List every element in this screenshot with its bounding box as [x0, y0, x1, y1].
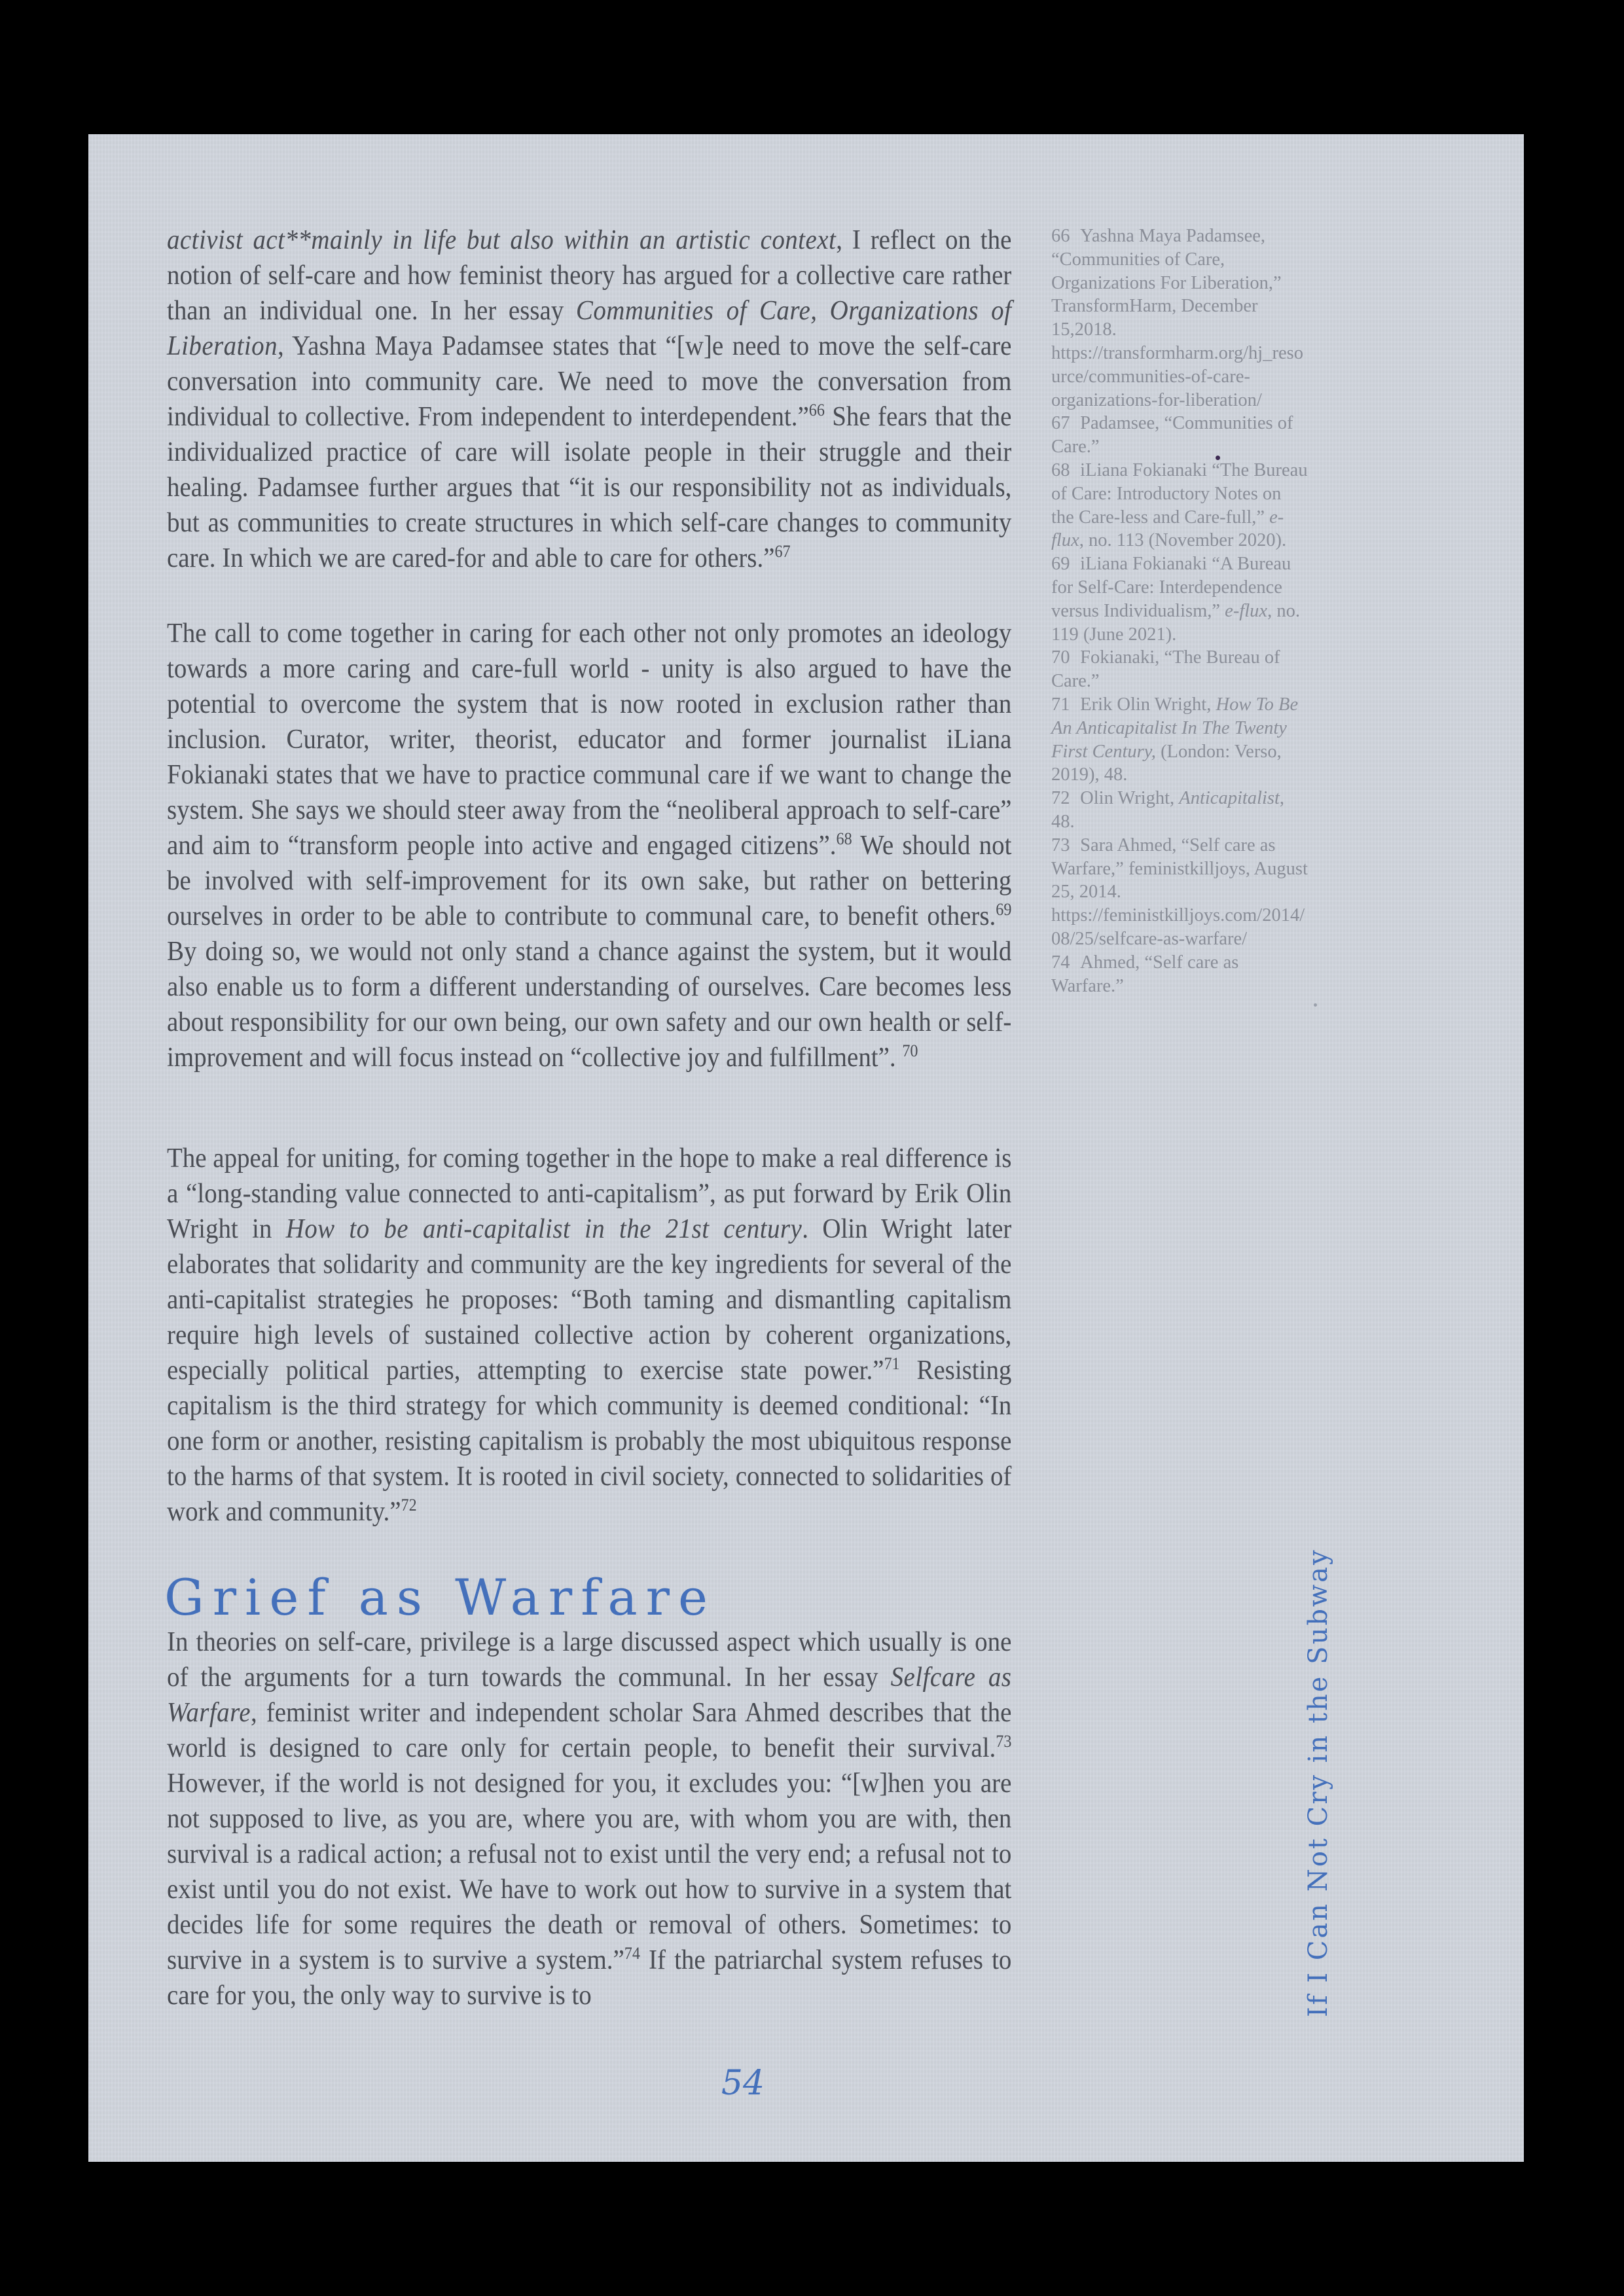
footnote-text: Sara Ahmed, “Self care as Warfare,” feministkilljoys, August 25, 2014. https://feministkilljoys.com/2014/08/25/selfcare-as-warfare/: [1051, 834, 1308, 949]
page-number: 54: [721, 2064, 765, 2103]
footnote-text: Padamsee, “Communities of Care.”: [1051, 413, 1293, 457]
ink-speck: [1314, 1003, 1317, 1007]
footnote-66: [1051, 224, 1308, 412]
footnote-text: Olin Wright, Anticapitalist, 48.: [1051, 788, 1284, 832]
footnote-number: 68: [1051, 459, 1070, 480]
footnote-text: iLiana Fokianaki “A Bureau for Self-Care: Interdependence versus Individualism,” e-flux, no. 119 (June 2021).: [1051, 554, 1300, 645]
footnote-text: iLiana Fokianaki “The Bureau of Care: Introductory Notes on the Care-less and Care-full,” e-flux, no. 113 (November 2020).: [1051, 459, 1308, 551]
footnote-number: 67: [1051, 413, 1070, 434]
paragraph-self-care: activist act**mainly in life but also within an artistic context, I reflect on the notion of self-care and how feminist theory has argued for a collective care rather than an individual one. In her essay Communities of Care, Organizations of Liberation, Yashna Maya Padamsee states that “[w]e need to move the self-care conversation into community care. We need to move the conversation from individual to collective. From independent to interdependent.”$^{66}$ She fears that the individualized practice of care will isolate people in their struggle and their healing. Padamsee further argues that “it is our responsibility not as individuals, but as communities to create structures in which self-care changes to community care. In which we are cared-for and able to care for others.”$^{67}$: [167, 225, 1012, 573]
footnote-number: 71: [1051, 694, 1070, 715]
footnote-text: Fokianaki, “The Bureau of Care.”: [1051, 647, 1280, 692]
footnote-68: [1051, 459, 1308, 552]
footnote-67: [1051, 412, 1308, 459]
footnote-text: Yashna Maya Padamsee, “Communities of Care, Organizations For Liberation,” TransformHarm, December 15,2018. https://transformharm.org/hj_resource/communities-of-care-organizations-for-liberation/: [1051, 226, 1303, 410]
footnote-73: [1051, 834, 1308, 951]
footnote-text: Erik Olin Wright, How To Be An Anticapitalist In The Twenty First Century, (London: Verso, 2019), 48.: [1051, 694, 1299, 785]
footnote-74: [1051, 951, 1308, 998]
footnote-72: [1051, 787, 1308, 834]
footnote-71: [1051, 693, 1308, 787]
section-heading-grief-as-warfare: Grief as Warfare: [164, 1568, 716, 1626]
paragraph-call-to-come-together: The call to come together in caring for each other not only promotes an ideology towards a more caring and care-full world - unity is also argued to have the potential to overcome the system that is now rooted in exclusion rather than inclusion. Curator, writer, theorist, educator and former journalist iLiana Fokianaki states that we have to practice communal care if we want to change the system. She says we should steer away from the “neoliberal approach to self-care” and aim to “transform people into active and engaged citizens”.$^{68}$ We should not be involved with self-improvement for its own sake, but rather on bettering ourselves in order to be able to contribute to communal care, to benefit others.$^{69}$ By doing so, we would not only stand a chance against the system, but it would also enable us to form a different understanding of ourselves. Care becomes less about responsibility for our own being, our own safety and our own health or self-improvement and will focus instead on “collective joy and fulfillment”. $^{70}$: [167, 619, 1012, 1073]
footnote-number: 74: [1051, 952, 1070, 973]
footnotes-column: [1051, 224, 1308, 997]
ink-speck: [1216, 456, 1220, 460]
document-page: [88, 134, 1524, 2162]
footnote-number: 72: [1051, 788, 1070, 809]
footnote-text: Ahmed, “Self care as Warfare.”: [1051, 952, 1239, 996]
paragraph-theories-on-self-care: In theories on self-care, privilege is a large discussed aspect which usually is one of the arguments for a turn towards the communal. In her essay Selfcare as Warfare, feminist writer and independent scholar Sara Ahmed describes that the world is designed to care only for certain people, to benefit their survival.$^{73}$ However, if the world is not designed for you, it excludes you: “[w]hen you are not supposed to live, as you are, where you are, with whom you are with, then survival is a radical action; a refusal not to exist until the very end; a refusal not to exist until you do not exist. We have to work out how to survive in a system that decides life for some requires the death or removal of others. Sometimes: to survive in a system is to survive a system.”$^{74}$ If the patriarchal system refuses to care for you, the only way to survive is to: [167, 1627, 1012, 2011]
footnote-70: [1051, 646, 1308, 693]
footnote-number: 70: [1051, 647, 1070, 668]
footnote-number: 69: [1051, 554, 1070, 575]
chapter-side-label: If I Can Not Cry in the Subway: [1303, 1548, 1333, 2017]
paragraph-appeal-for-uniting: The appeal for uniting, for coming together in the hope to make a real difference is a “long-standing value connected to anti-capitalism”, as put forward by Erik Olin Wright in How to be anti-capitalist in the 21st century. Olin Wright later elaborates that solidarity and community are the key ingredients for several of the anti-capitalist strategies he proposes: “Both taming and dismantling capitalism require high levels of sustained collective action by coherent organizations, especially political parties, attempting to exercise state power.”$^{71}$ Resisting capitalism is the third strategy for which community is deemed conditional: “In one form or another, resisting capitalism is probably the most ubiquitous response to the harms of that system. It is rooted in civil society, connected to solidarities of work and community.”$^{72}$: [167, 1143, 1012, 1527]
footnote-number: 73: [1051, 834, 1070, 855]
footnote-number: 66: [1051, 226, 1070, 246]
footnote-69: [1051, 552, 1308, 646]
